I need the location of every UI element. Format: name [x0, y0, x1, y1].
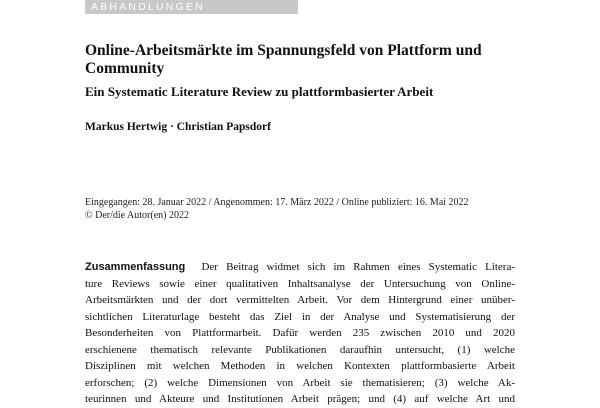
article-authors: Markus Hertwig · Christian Papsdorf	[85, 121, 271, 133]
publication-dates: Eingegangen: 28. Januar 2022 / Angenommen: 17. März 2022 / Online publiziert: 16. Mai 2022	[85, 197, 469, 208]
copyright-notice: © Der/die Autor(en) 2022	[85, 209, 189, 221]
publication-info	[85, 197, 555, 222]
section-band	[85, 0, 298, 14]
abstract-line: Disziplinen mit welchen Methoden in welchen Kontexten plattformbasierte Arbeit	[85, 360, 515, 372]
abstract	[85, 259, 515, 408]
abstract-line: Arbeitsmärkten und der dort vermittelten Arbeit. Vor dem Hintergrund einer unüber-	[85, 294, 515, 306]
section-label: ABHANDLUNGEN	[91, 1, 205, 13]
abstract-label: Zusammenfassung	[85, 261, 186, 273]
abstract-line: teurinnen und Akteure und Institutionen Arbeit prägen; und (4) auf welche Art und	[85, 393, 515, 405]
article-subtitle: Ein Systematic Literature Review zu plattformbasierter Arbeit	[85, 84, 434, 99]
abstract-line	[85, 259, 515, 276]
abstract-line: sichtlichen Literaturlage besteht das Ziel in der Analyse und Systematisierung der	[85, 310, 515, 323]
abstract-line: Besonderheiten von Plattformarbeit. Dafür werden 235 zwischen 2010 und 2020	[85, 327, 515, 339]
abstract-line: ture Reviews sowie einer qualitativen Inhaltsanalyse der Untersuchung von Online-	[85, 277, 515, 290]
abstract-line: erschienene thematisch relevante Publikationen daraufhin untersucht, (1) welche	[85, 343, 515, 356]
abstract-text: Der Beitrag widmet sich im Rahmen eines Systematic Litera-	[201, 261, 515, 273]
abstract-line: erforschen; (2) welche Dimensionen von Arbeit sie thematisieren; (3) welche Ak-	[85, 376, 515, 389]
article-title: Online-Arbeitsmärkte im Spannungsfeld von Plattform und Community	[85, 42, 482, 77]
